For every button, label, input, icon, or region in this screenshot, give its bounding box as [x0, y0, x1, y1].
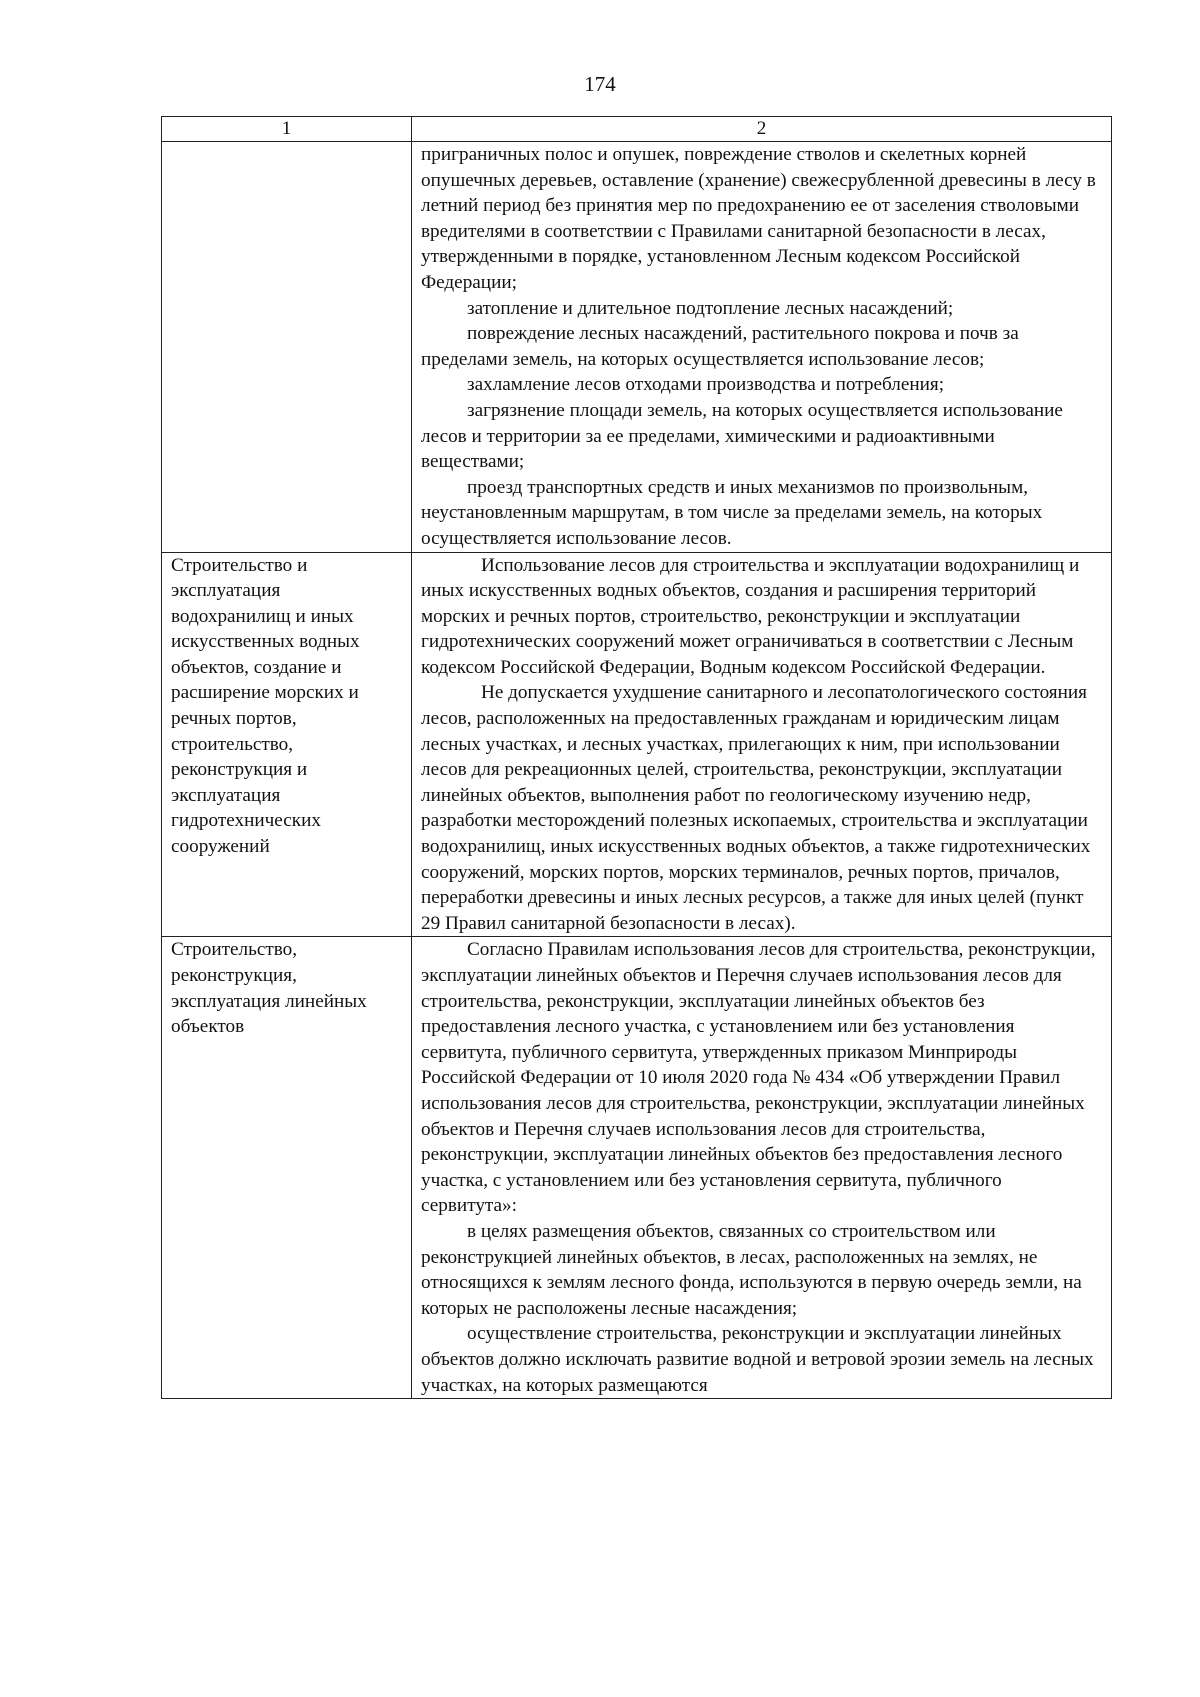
row-title-cell — [162, 142, 412, 553]
paragraph: в целях размещения объектов, связанных со строительством или реконструкцией линейных объектов, в лесах, расположенных на землях, не относящихся к землям лесного фонда, используются в первую очередь земли, на которых не расположены лесные насаждения; — [421, 1220, 1082, 1319]
column-header-1: 1 — [162, 117, 412, 142]
paragraph: приграничных полос и опушек, повреждение стволов и скелетных корней опушечных деревьев, оставление (хранение) свежесрубленной древесины в лесу в летний период без принятия мер по предохранению ее от заселения стволовыми вредителями в соответствии с Правилами санитарной безопасности в лесах, утвержденными в порядке, установленном Лесным кодексом Российской Федерации; — [421, 144, 1096, 293]
table-row — [162, 937, 1112, 1399]
table-header-row — [162, 117, 1112, 142]
table-row — [162, 552, 1112, 937]
paragraph: затопление и длительное подтопление лесных насаждений; — [467, 297, 954, 319]
row-content-cell — [412, 552, 1112, 937]
row-title-cell: Строительство, реконструкция, эксплуатация линейных объектов — [162, 937, 412, 1399]
page-number: 174 — [584, 72, 616, 96]
paragraph: загрязнение площади земель, на которых осуществляется использование лесов и территории за ее пределами, химическими и радиоактивными веществами; — [421, 399, 1063, 473]
paragraph: осуществление строительства, реконструкции и эксплуатации линейных объектов должно исключать развитие водной и ветровой эрозии земель на лесных участках, на которых размещаются — [421, 1323, 1094, 1396]
row-title-cell: Строительство и эксплуатация водохранилищ и иных искусственных водных объектов, создание и расширение морских и речных портов, строительство, реконструкция и эксплуатация гидротехнических сооружений — [162, 552, 412, 937]
paragraph: Не допускается ухудшение санитарного и лесопатологического состояния лесов, расположенных на предоставленных гражданам и юридическим лицам лесных участках, и лесных участках, прилегающих к ним, при использовании лесов для рекреационных целей, строительства, реконструкции, эксплуатации линейных объектов, выполнения работ по геологическому изучению недр, разработки месторождений полезных ископаемых, строительства и эксплуатации водохранилищ, иных искусственных водных объектов, а также гидротехнических сооружений, морских портов, морских терминалов, речных портов, причалов, переработки древесины и иных лесных ресурсов, а также для иных целей (пункт 29 Правил санитарной безопасности в лесах). — [421, 682, 1091, 934]
row-content-cell — [412, 142, 1112, 553]
regulation-table — [161, 116, 1112, 1399]
paragraph: Использование лесов для строительства и эксплуатации водохранилищ и иных искусственных водных объектов, создания и расширения территорий морских и речных портов, строительство, реконструкции и эксплуатации гидротехнических сооружений может ограничиваться в соответствии с Лесным кодексом Российской Федерации, Водным кодексом Российской Федерации. — [421, 554, 1080, 678]
column-header-2: 2 — [412, 117, 1112, 142]
paragraph: захламление лесов отходами производства и потребления; — [467, 374, 945, 396]
paragraph: проезд транспортных средств и иных механизмов по произвольным, неустановленным маршрутам, в том числе за пределами земель, на которых осуществляется использование лесов. — [421, 476, 1043, 549]
row-content-cell — [412, 937, 1112, 1399]
paragraph: повреждение лесных насаждений, растительного покрова и почв за пределами земель, на которых осуществляется использование лесов; — [421, 323, 1019, 370]
paragraph: Согласно Правилам использования лесов для строительства, реконструкции, эксплуатации линейных объектов и Перечня случаев использования лесов для строительства, реконструкции, эксплуатации линейных объектов без предоставления лесного участка, с установлением или без установления сервитута, публичного сервитута, утвержденных приказом Минприроды Российской Федерации от 10 июля 2020 года № 434 «Об утверждении Правил использования лесов для строительства, реконструкции, эксплуатации линейных объектов и Перечня случаев использования лесов для строительства, реконструкции, эксплуатации линейных объектов без предоставления лесного участка, с установлением или без установления сервитута, публичного сервитута»: — [421, 939, 1096, 1217]
table-row — [162, 142, 1112, 553]
